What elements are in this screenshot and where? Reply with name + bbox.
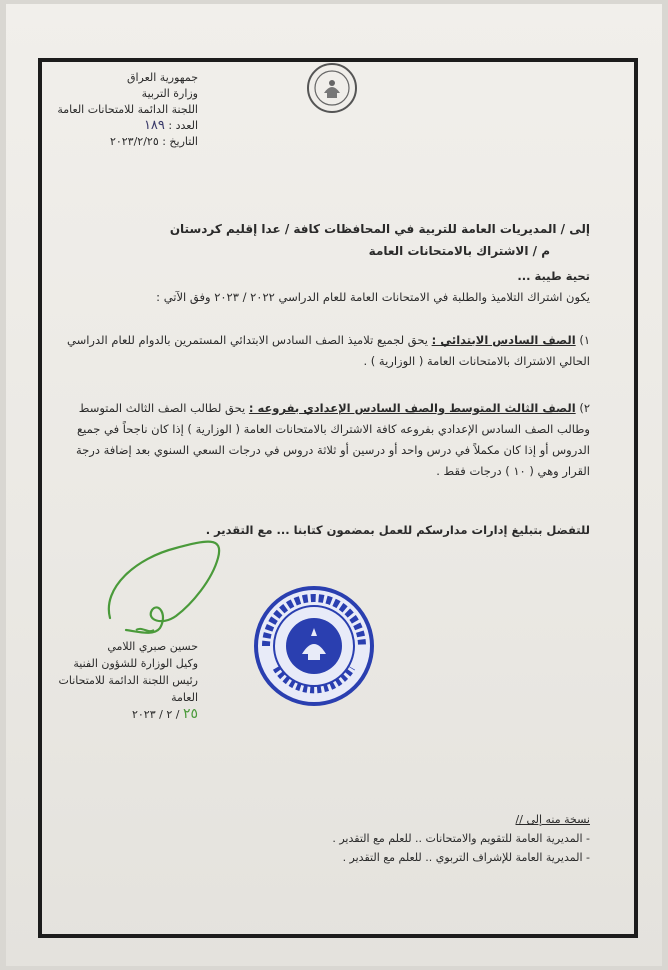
date-value: ٢٠٢٣/٢/٢٥ (109, 135, 159, 148)
document-date (38, 134, 198, 150)
clause-2-number: ٢) (579, 401, 590, 415)
signature-day-handwritten: ٢٥ (182, 706, 198, 722)
intro-paragraph: يكون اشتراك التلاميذ والطلبة في الامتحانات العامة للعام الدراسي ٢٠٢٢ / ٢٠٢٣ وفق الآتي : (156, 290, 590, 304)
ministry-emblem-icon (306, 62, 358, 114)
signatory-title: وكيل الوزارة للشؤون الفنية (73, 657, 198, 670)
signatory-name: حسين صبري اللامي (107, 640, 198, 653)
greeting: تحية طيبة ... (517, 269, 590, 283)
signatory-block (38, 638, 198, 723)
clause-1-title: الصف السادس الابتدائي : (431, 333, 576, 347)
letter-body-intro (60, 266, 590, 308)
recipient-line: إلى / المديريات العامة للتربية في المحافظات كافة / عدا إقليم كردستان (169, 222, 590, 236)
signature-date-printed: / ٢ / ٢٠٢٣ (131, 708, 180, 721)
closing-line: للتفضل بتبليغ إدارات مدارسكم للعمل بمضمون كتابنا ... مع التقدير . (205, 523, 590, 537)
clause-2-text: يحق لطالب الصف الثالث المتوسط وطالب الصف السادس الإعدادي بفروعه كافة الاشتراك بالامتحانات العامة ( الوزارية ) إذا كان ناجحاً في جميع الدروس أو إذا كان مكملاً في درس واحد أو درسين أو ثلاثة دروس في درجات السعي السنوي بعد إضافة درجة القرار وهي ( ١٠ ) درجات فقط . (76, 401, 590, 478)
signature-date (38, 706, 198, 723)
clause-2 (60, 398, 590, 482)
copies-block (50, 810, 590, 867)
country-name: جمهورية العراق (126, 71, 198, 84)
clause-2-title: الصف الثالث المتوسط والصف السادس الإعدادي بفروعه : (248, 401, 576, 415)
clause-1 (60, 330, 590, 372)
copy-recipient: - المديرية العامة للتقويم والامتحانات .. للعلم مع التقدير . (332, 832, 590, 845)
address-block (70, 218, 590, 262)
date-label: التاريخ : (162, 135, 198, 148)
clause-1-number: ١) (579, 333, 590, 347)
ministry-name: وزارة التربية (141, 87, 198, 100)
reference-number (38, 118, 198, 134)
copies-title: نسخة منه إلى // (515, 813, 590, 826)
copy-recipient: - المديرية العامة للإشراف التربوي .. للعلم مع التقدير . (342, 851, 590, 864)
handwritten-signature (96, 518, 236, 648)
official-seal-stamp (252, 584, 376, 708)
clause-1-text: يحق لجميع تلاميذ الصف السادس الابتدائي المستمرين بالدوام للعام الدراسي الحالي الاشتراك بالامتحانات العامة ( الوزارية ) . (67, 333, 590, 368)
page-border (38, 58, 638, 938)
letterhead (38, 70, 198, 150)
number-value: ١٨٩ (143, 118, 165, 133)
subject-line: م / الاشتراك بالامتحانات العامة (368, 244, 550, 258)
signatory-role: رئيس اللجنة الدائمة للامتحانات العامة (58, 674, 198, 704)
number-label: العدد : (168, 119, 198, 132)
committee-name: اللجنة الدائمة للامتحانات العامة (57, 103, 198, 116)
